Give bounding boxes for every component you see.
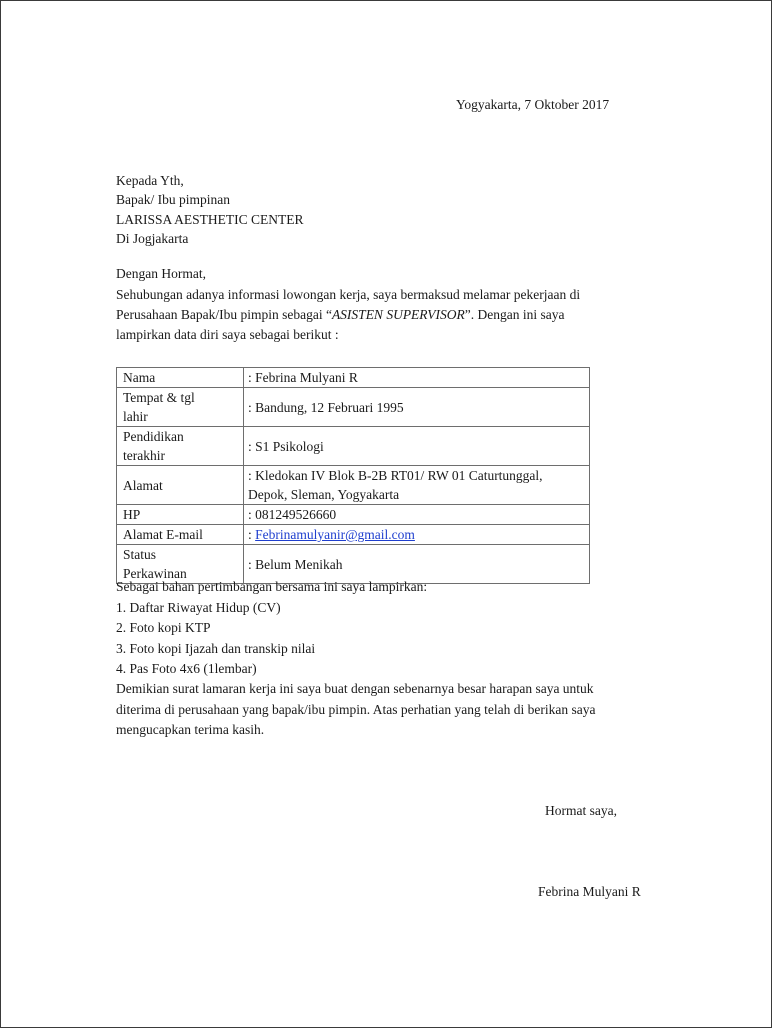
- letter-date: Yogyakarta, 7 Oktober 2017: [456, 97, 610, 112]
- intro-line-1: Sehubungan adanya informasi lowongan kerja, saya bermaksud melamar pekerjaan di: [116, 287, 581, 302]
- intro-line-2-end: ”. Dengan ini saya: [464, 307, 565, 322]
- recipient-city: Di Jogjakarta: [116, 231, 189, 247]
- intro-line-2-start: Perusahaan Bapak/Ibu pimpin sebagai “: [116, 307, 332, 322]
- list-item: 3. Foto kopi Ijazah dan transkip nilai: [116, 640, 316, 656]
- education-label-line-1: Pendidikan: [123, 429, 184, 444]
- table-row: [117, 466, 590, 505]
- recipient-company: LARISSA AESTHETIC CENTER: [116, 211, 304, 227]
- birth-label-line-1: Tempat & tgl: [123, 390, 195, 405]
- applied-position: ASISTEN SUPERVISOR: [331, 307, 465, 322]
- list-item: 1. Daftar Riwayat Hidup (CV): [116, 599, 281, 615]
- intro-paragraph: [116, 285, 676, 345]
- table-row: [117, 388, 590, 427]
- email-link[interactable]: Febrinamulyanir@gmail.com: [255, 527, 415, 542]
- education-value: : S1 Psikologi: [244, 427, 590, 466]
- address-value-line-1: : Kledokan IV Blok B-2B RT01/ RW 01 Caturtunggal,: [248, 468, 543, 483]
- attachments-section: [116, 577, 676, 680]
- email-label: Alamat E-mail: [117, 525, 244, 545]
- closing-line-2: diterima di perusahaan yang bapak/ibu pimpin. Atas perhatian yang telah di berikan saya: [116, 701, 596, 717]
- recipient-title: Bapak/ Ibu pimpinan: [116, 192, 230, 208]
- education-label-line-2: terakhir: [123, 448, 165, 463]
- email-value: [244, 525, 590, 545]
- signoff: Hormat saya,: [545, 803, 617, 818]
- table-row: [117, 525, 590, 545]
- education-label: [117, 427, 244, 466]
- birth-value: : Bandung, 12 Februari 1995: [244, 388, 590, 427]
- birth-label: [117, 388, 244, 427]
- table-row: [117, 505, 590, 525]
- marital-status-label-line-1: Status: [123, 547, 157, 562]
- table-row: [117, 427, 590, 466]
- recipient-salutation: Kepada Yth,: [116, 173, 184, 188]
- attachments-intro: Sebagai bahan pertimbangan bersama ini saya lampirkan:: [116, 579, 428, 594]
- closing-line-1: Demikian surat lamaran kerja ini saya buat dengan sebenarnya besar harapan saya untuk: [116, 681, 594, 696]
- marital-status-label-line-2: Perkawinan: [123, 566, 187, 581]
- phone-label: HP: [117, 505, 244, 525]
- signer-name: Febrina Mulyani R: [538, 884, 641, 899]
- intro-line-3: lampirkan data diri saya sebagai berikut :: [116, 327, 339, 342]
- intro-line-2: [116, 305, 676, 325]
- birth-label-line-2: lahir: [123, 409, 148, 424]
- recipient-address: [116, 171, 304, 249]
- closing-line-3: mengucapkan terima kasih.: [116, 722, 265, 737]
- closing-paragraph: [116, 679, 676, 741]
- list-item: 2. Foto kopi KTP: [116, 620, 211, 635]
- name-label: Nama: [117, 368, 244, 388]
- address-label: Alamat: [117, 466, 244, 505]
- email-colon: :: [248, 527, 256, 542]
- greeting: Dengan Hormat,: [116, 266, 206, 281]
- address-value-line-2: Depok, Sleman, Yogyakarta: [248, 487, 400, 502]
- phone-value: : 081249526660: [244, 505, 590, 525]
- list-item: 4. Pas Foto 4x6 (1lembar): [116, 661, 257, 676]
- address-value: [244, 466, 590, 505]
- name-value: : Febrina Mulyani R: [244, 368, 590, 388]
- table-row: [117, 368, 590, 388]
- marital-status-value: : Belum Menikah: [244, 545, 590, 584]
- personal-data-table: [116, 367, 590, 584]
